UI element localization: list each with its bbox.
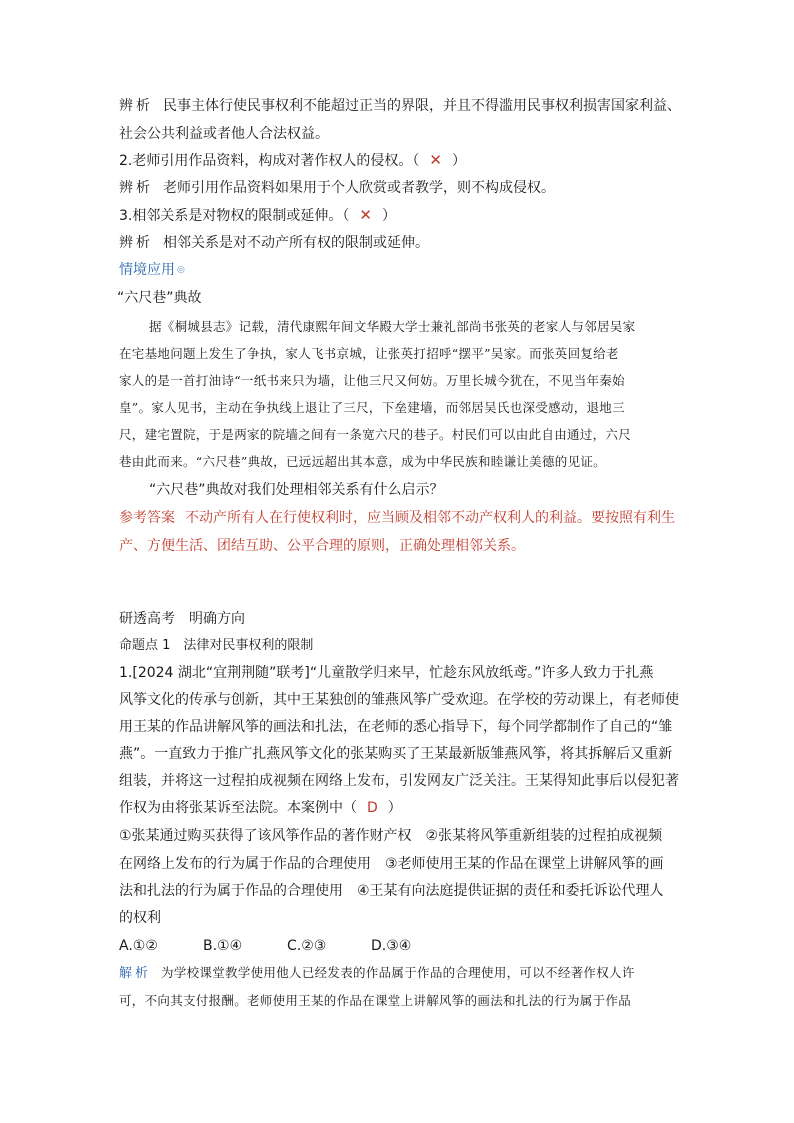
story-line: 家人的是一首打油诗“一纸书来只为墙，让他三尺又何妨。万里长城今犹在，不见当年秦始 — [119, 373, 625, 388]
story-line: 尺，建宅置院，于是两家的院墙之间有一条宽六尺的巷子。村民们可以由此自由通过，六尺 — [119, 427, 632, 442]
analysis-line-continued: 社会公共利益或者他人合法权益。 — [119, 126, 329, 142]
option-a: A.①② — [119, 938, 158, 954]
answer-text: 不动产所有人在行使权利时，应当顾及相邻不动产权利人的利益。要按照有利生 — [185, 510, 675, 526]
question-stem-line: 用王某的作品讲解风筝的画法和扎法，在老师的悉心指导下，每个同学都制作了自己的“雏 — [119, 719, 673, 735]
scenario-title: “六尺巷”典故 — [117, 290, 202, 306]
judgement-question-2 — [119, 150, 466, 171]
question-close-paren: ） — [387, 800, 402, 816]
question-close-paren: ） — [451, 153, 466, 169]
question-stem-line: 燕”。一直致力于推广扎燕风筝文化的张某购买了王某最新版雏燕风筝，将其拆解后又重新 — [119, 746, 673, 762]
statement-line: 的权利 — [119, 910, 161, 926]
analysis-label: 辨析 — [119, 235, 153, 251]
scenario-question: “六尺巷”典故对我们处理相邻关系有什么启示？ — [149, 482, 444, 498]
statement-line: 法和扎法的行为属于作品的合理使用 ④王某有向法庭提供证据的责任和委托诉讼代理人 — [119, 883, 664, 899]
analysis-line — [119, 96, 681, 116]
option-d: D.③④ — [371, 938, 412, 954]
story-line: 在宅基地问题上发生了争执，家人飞书京城，让张英打招呼“摆平”吴家。而张英回复给老 — [119, 346, 619, 361]
analysis-line-continued: 可，不向其支付报酬。老师使用王某的作品在课堂上讲解风筝的画法和扎法的行为属于作品 — [119, 993, 632, 1008]
analysis-label: 辨析 — [119, 180, 153, 196]
scenario-heading — [119, 260, 185, 280]
option-c: C.②③ — [287, 938, 327, 954]
analysis-text: 相邻关系是对不动产所有权的限制或延伸。 — [163, 235, 429, 251]
analysis-text: 为学校课堂教学使用他人已经发表的作品属于作品的合理使用，可以不经著作权人许 — [161, 965, 635, 980]
question-close-paren: ） — [381, 208, 396, 224]
question-stem-line: 组装，并将这一过程拍成视频在网络上发布，引发网友广泛关注。王某得知此事后以侵犯著 — [119, 773, 679, 789]
reference-answer — [119, 508, 675, 528]
topic-title: 命题点 1 法律对民事权利的限制 — [119, 638, 314, 653]
bullet-dot-icon: ◎ — [177, 265, 185, 275]
question-text: 3.相邻关系是对物权的限制或延伸。（ — [119, 208, 350, 224]
section-title: 研透高考 明确方向 — [119, 611, 245, 627]
question-stem-line: 1.[2024 湖北“宜荆荆随”联考]“儿童散学归来早，忙趁东风放纸鸢。”许多人致力于扎燕 — [119, 665, 654, 681]
question-stem-line: 风筝文化的传承与创新，其中王某独创的雏燕风筝广受欢迎。在学校的劳动课上，有老师使 — [119, 692, 679, 708]
statement-line: 在网络上发布的行为属于作品的合理使用 ③老师使用王某的作品在课堂上讲解风筝的画 — [119, 856, 664, 872]
analysis-line — [119, 233, 429, 253]
reference-answer-continued: 产、方便生活、团结互助、公平合理的原则，正确处理相邻关系。 — [119, 538, 525, 554]
question-text: 2.老师引用作品资料，构成对著作权人的侵权。（ — [119, 153, 420, 169]
analysis-text: 民事主体行使民事权利不能超过正当的界限，并且不得滥用民事权利损害国家利益、 — [163, 98, 681, 114]
answer-letter: D — [367, 800, 378, 816]
story-line: 据《桐城县志》记载，清代康熙年间文华殿大学士兼礼部尚书张英的老家人与邻居吴家 — [149, 319, 636, 334]
question-stem-text: 作权为由将张某诉至法院。本案例中（ — [119, 800, 357, 816]
analysis-line — [119, 963, 635, 984]
analysis-label: 解析 — [119, 966, 152, 981]
judgement-question-3 — [119, 205, 396, 226]
options-row — [119, 936, 455, 956]
analysis-line — [119, 178, 555, 198]
analysis-text: 老师引用作品资料如果用于个人欣赏或者教学，则不构成侵权。 — [163, 180, 555, 196]
story-line: 巷由此而来。“六尺巷”典故，已远远超出其本意，成为中华民族和睦谦让美德的见证。 — [119, 454, 606, 469]
story-line: 皇”。家人见书，主动在争执线上退让了三尺，下垒建墙，而邻居吴氏也深受感动，退地三 — [119, 400, 625, 415]
analysis-label: 辨析 — [119, 98, 153, 114]
wrong-mark: ✕ — [359, 206, 372, 224]
statement-line: ①张某通过购买获得了该风筝作品的著作财产权 ②张某将风筝重新组装的过程拍成视频 — [119, 828, 663, 844]
answer-label: 参考答案 — [119, 510, 175, 526]
question-stem-last — [119, 798, 402, 818]
wrong-mark: ✕ — [429, 151, 442, 169]
scenario-heading-text: 情境应用 — [119, 262, 175, 278]
option-b: B.①④ — [203, 938, 243, 954]
